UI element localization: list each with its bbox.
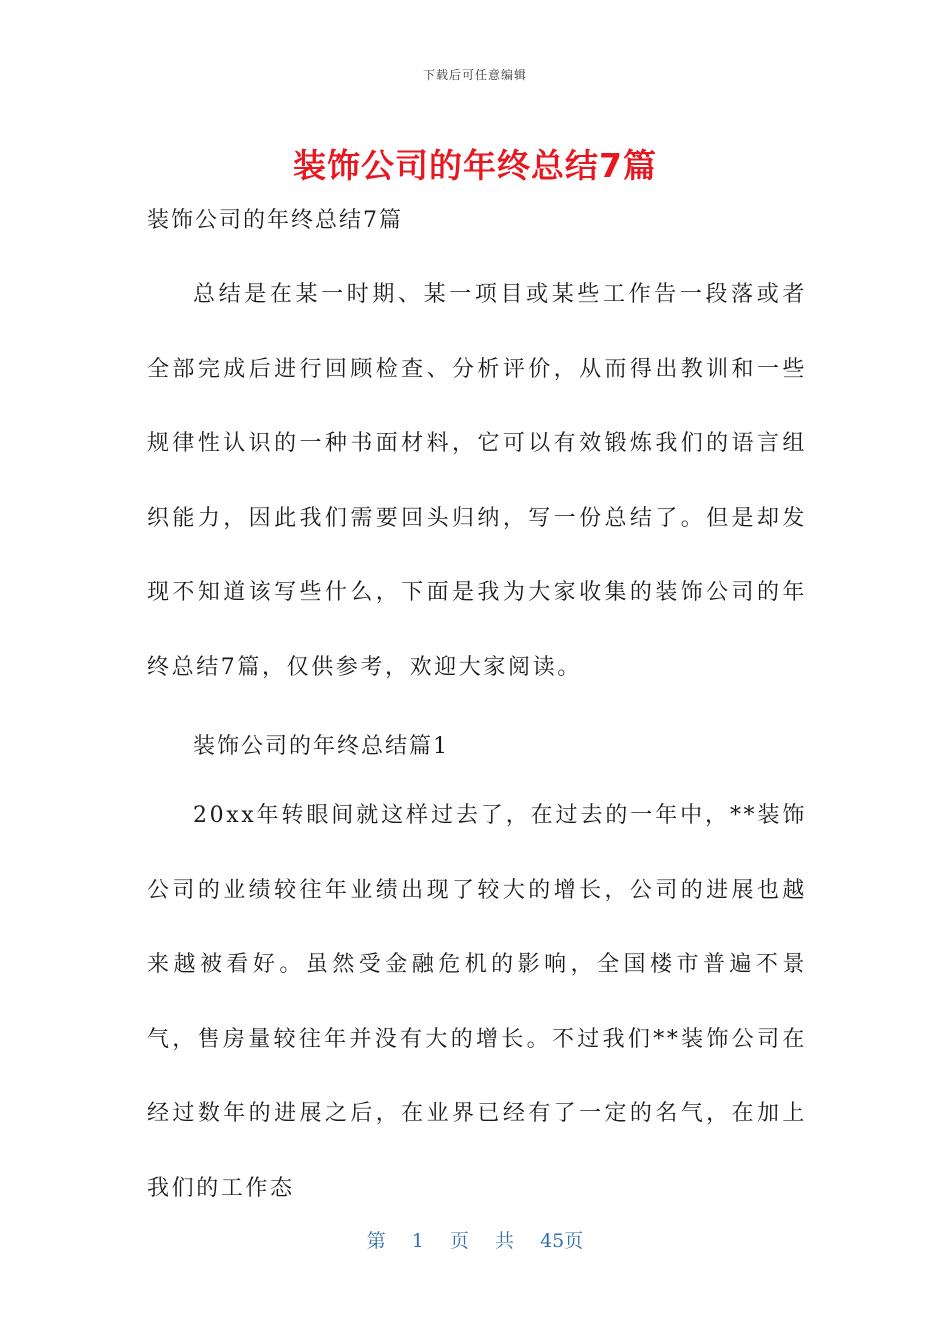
page-footer — [0, 1226, 950, 1253]
body-paragraph: 20xx年转眼间就这样过去了，在过去的一年中，**装饰公司的业绩较往年业绩出现了较大的增长，公司的进展也越来越被看好。虽然受金融危机的影响，全国楼市普遍不景气，售房量较往年并没有大的增长。不过我们**装饰公司在经过数年的进展之后，在业界已经有了一定的名气，在加上我们的工作态 — [147, 803, 807, 1201]
footer-current-page: 1 — [411, 1230, 424, 1252]
footer-label-gong: 共 — [495, 1230, 515, 1252]
document-subtitle: 装饰公司的年终总结7篇 — [147, 208, 403, 233]
section-heading: 装饰公司的年终总结篇1 — [193, 734, 449, 759]
intro-paragraph: 总结是在某一时期、某一项目或某些工作告一段落或者全部完成后进行回顾检查、分析评价，从而得出教训和一些规律性认识的一种书面材料，它可以有效锻炼我们的语言组织能力，因此我们需要回头归纳，写一份总结了。但是却发现不知道该写些什么，下面是我为大家收集的装饰公司的年终总结7篇，仅供参考，欢迎大家阅读。 — [147, 282, 807, 680]
document-title: 装饰公司的年终总结7篇 — [293, 146, 657, 185]
footer-label-di: 第 — [366, 1230, 386, 1252]
footer-total-pages: 45页 — [540, 1230, 584, 1252]
header-note: 下载后可任意编辑 — [422, 68, 527, 82]
footer-label-ye: 页 — [449, 1230, 469, 1252]
